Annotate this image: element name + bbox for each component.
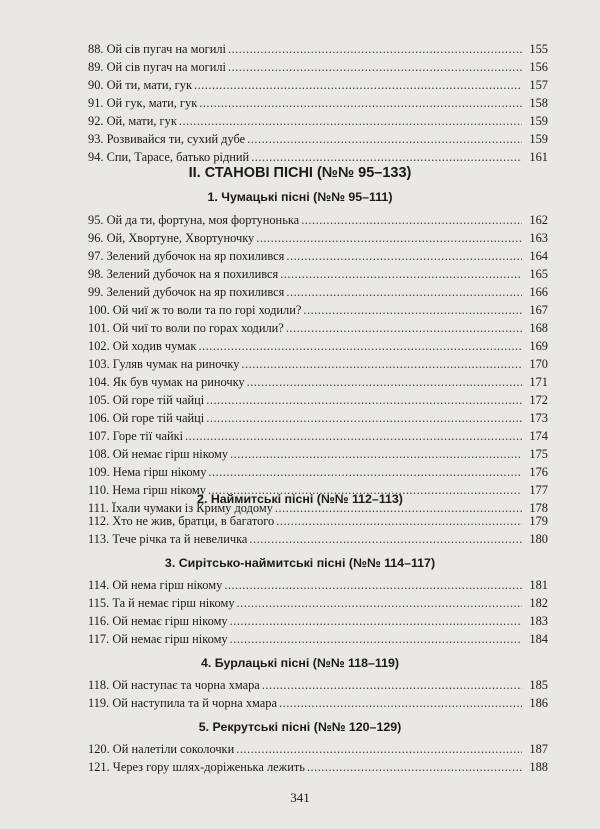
dot-leader	[247, 130, 522, 148]
toc-section-rekrut	[88, 740, 548, 776]
dot-leader	[185, 427, 522, 445]
toc-entry	[88, 211, 548, 229]
dot-leader	[303, 301, 522, 319]
toc-entry	[88, 445, 548, 463]
dot-leader	[241, 355, 522, 373]
dot-leader	[230, 630, 522, 648]
dot-leader	[208, 463, 522, 481]
toc-entry-page: 173	[529, 411, 548, 425]
toc-entry-title: 91. Ой гук, мати, гук	[88, 96, 198, 110]
toc-entry-page: 177	[529, 483, 548, 497]
toc-entry-title: 114. Ой нема гірш нікому	[88, 578, 223, 592]
toc-entry-page: 178	[529, 501, 548, 515]
dot-leader	[286, 247, 522, 265]
dot-leader	[237, 594, 522, 612]
toc-entry-title: 119. Ой наступила та й чорна хмара	[88, 696, 278, 710]
toc-entry-page: 174	[529, 429, 548, 443]
toc-entry-title: 94. Спи, Тарасе, батько рідний	[88, 150, 250, 164]
dot-leader	[247, 373, 522, 391]
toc-entry	[88, 576, 548, 594]
toc-entry-page: 165	[529, 267, 548, 281]
toc-entry-title: 105. Ой горе тій чайці	[88, 393, 205, 407]
toc-entry	[88, 391, 548, 409]
dot-leader	[206, 409, 522, 427]
toc-entry	[88, 265, 548, 283]
toc-entry	[88, 612, 548, 630]
toc-entry-page: 164	[529, 249, 548, 263]
toc-entry	[88, 463, 548, 481]
toc-entry	[88, 676, 548, 694]
toc-entry-title: 104. Як був чумак на риночку	[88, 375, 245, 389]
toc-section-burlak	[88, 676, 548, 712]
toc-entry-title: 89. Ой сів пугач на могилі	[88, 60, 226, 74]
toc-entry-page: 183	[529, 614, 548, 628]
dot-leader	[279, 694, 522, 712]
section-heading-chumak: 1. Чумацькі пісні (№№ 95–111)	[207, 190, 393, 204]
toc-entry-title: 116. Ой немає гірш нікому	[88, 614, 228, 628]
toc-entry-page: 159	[529, 132, 548, 146]
toc-entry	[88, 694, 548, 712]
toc-entry	[88, 373, 548, 391]
part-heading: II. СТАНОВІ ПІСНІ (№№ 95–133)	[188, 165, 412, 181]
toc-entry-page: 188	[529, 760, 548, 774]
toc-entry-page: 176	[529, 465, 548, 479]
toc-entry	[88, 130, 548, 148]
toc-entry	[88, 148, 548, 166]
toc-top-list	[88, 40, 548, 166]
toc-entry-page: 163	[529, 231, 548, 245]
toc-entry	[88, 758, 548, 776]
toc-entry-title: 93. Розвивайся ти, сухий дубе	[88, 132, 246, 146]
toc-entry-title: 107. Горе тії чайкі	[88, 429, 184, 443]
dot-leader	[228, 40, 522, 58]
toc-entry	[88, 301, 548, 319]
toc-entry-page: 180	[529, 532, 548, 546]
toc-entry-title: 101. Ой чиї то воли по горах ходили?	[88, 321, 284, 335]
dot-leader	[286, 283, 522, 301]
section-heading-rekrut: 5. Рекрутські пісні (№№ 120–129)	[198, 720, 402, 734]
toc-entry-title: 113. Тече річка та й невеличка	[88, 532, 248, 546]
dot-leader	[276, 512, 522, 530]
toc-entry-page: 166	[529, 285, 548, 299]
toc-entry-title: 115. Та й немає гірш нікому	[88, 596, 235, 610]
toc-section-chumak	[88, 211, 548, 517]
dot-leader	[280, 265, 522, 283]
toc-entry-title: 98. Зелений дубочок на я похилився	[88, 267, 279, 281]
dot-leader	[236, 740, 522, 758]
toc-entry-title: 97. Зелений дубочок на яр похилився	[88, 249, 285, 263]
toc-entry-page: 158	[529, 96, 548, 110]
toc-entry-page: 161	[529, 150, 548, 164]
toc-entry	[88, 112, 548, 130]
dot-leader	[194, 76, 522, 94]
toc-entry-page: 159	[529, 114, 548, 128]
toc-entry-page: 175	[529, 447, 548, 461]
toc-entry-page: 168	[529, 321, 548, 335]
dot-leader	[179, 112, 522, 130]
toc-entry-title: 92. Ой, мати, гук	[88, 114, 177, 128]
dot-leader	[251, 148, 522, 166]
toc-entry-title: 96. Ой, Хвортуне, Хвортуночку	[88, 231, 255, 245]
toc-entry	[88, 40, 548, 58]
toc-entry-title: 110. Нема гірш нікому	[88, 483, 206, 497]
toc-entry	[88, 630, 548, 648]
toc-entry	[88, 409, 548, 427]
toc-entry-title: 90. Ой ти, мати, гук	[88, 78, 192, 92]
toc-entry	[88, 229, 548, 247]
toc-entry-page: 181	[529, 578, 548, 592]
toc-entry-title: 117. Ой немає гірш нікому	[88, 632, 228, 646]
toc-entry-title: 108. Ой немає гірш нікому	[88, 447, 229, 461]
toc-entry-title: 102. Ой ходив чумак	[88, 339, 197, 353]
toc-entry	[88, 427, 548, 445]
dot-leader	[230, 445, 522, 463]
toc-entry	[88, 594, 548, 612]
toc-entry-page: 156	[529, 60, 548, 74]
toc-section-syrit	[88, 576, 548, 648]
toc-section-naimyt	[88, 512, 548, 548]
dot-leader	[286, 319, 522, 337]
toc-entry-title: 112. Хто не жив, братци, в багатого	[88, 514, 275, 528]
page-number: 341	[290, 790, 310, 805]
toc-entry	[88, 337, 548, 355]
toc-entry-title: 100. Ой чиї ж то воли та по горі ходили?	[88, 303, 302, 317]
toc-entry-page: 182	[529, 596, 548, 610]
toc-entry-page: 186	[529, 696, 548, 710]
toc-entry-page: 169	[529, 339, 548, 353]
toc-entry-title: 95. Ой да ти, фортуна, моя фортунонька	[88, 213, 300, 227]
toc-entry-page: 157	[529, 78, 548, 92]
toc-entry-title: 99. Зелений дубочок на яр похилився	[88, 285, 285, 299]
toc-entry-title: 120. Ой налетіли соколочки	[88, 742, 235, 756]
toc-entry	[88, 58, 548, 76]
toc-entry	[88, 76, 548, 94]
section-heading-syrit: 3. Сирітсько-наймитські пісні (№№ 114–117)	[164, 556, 436, 570]
section-heading-burlak: 4. Бурлацькі пісні (№№ 118–119)	[201, 656, 399, 670]
toc-entry-title: 106. Ой горе тій чайці	[88, 411, 205, 425]
toc-entry	[88, 247, 548, 265]
toc-entry	[88, 530, 548, 548]
dot-leader	[301, 211, 522, 229]
dot-leader	[230, 612, 522, 630]
dot-leader	[199, 94, 522, 112]
toc-entry-title: 111. Їхали чумаки із Криму додому	[88, 501, 273, 515]
dot-leader	[198, 337, 522, 355]
toc-entry-page: 184	[529, 632, 548, 646]
section-heading-naimyt: 2. Наймитські пісні (№№ 112–113)	[197, 492, 403, 506]
toc-entry-page: 162	[529, 213, 548, 227]
toc-entry	[88, 94, 548, 112]
toc-entry	[88, 355, 548, 373]
dot-leader	[206, 391, 522, 409]
toc-entry-title: 118. Ой наступає та чорна хмара	[88, 678, 260, 692]
toc-entry-page: 187	[529, 742, 548, 756]
toc-entry	[88, 283, 548, 301]
toc-entry	[88, 319, 548, 337]
dot-leader	[262, 676, 522, 694]
toc-entry-page: 172	[529, 393, 548, 407]
toc-entry	[88, 740, 548, 758]
dot-leader	[228, 58, 522, 76]
toc-entry-page: 185	[529, 678, 548, 692]
dot-leader	[249, 530, 522, 548]
toc-entry-page: 155	[529, 42, 548, 56]
toc-entry-title: 88. Ой сів пугач на могилі	[88, 42, 226, 56]
toc-entry-page: 179	[529, 514, 548, 528]
toc-entry-page: 170	[529, 357, 548, 371]
dot-leader	[307, 758, 522, 776]
toc-entry-title: 109. Нема гірш нікому	[88, 465, 207, 479]
toc-entry-page: 171	[529, 375, 548, 389]
toc-entry-title: 121. Через гору шлях-доріженька лежить	[88, 760, 305, 774]
dot-leader	[256, 229, 522, 247]
toc-entry-title: 103. Гуляв чумак на риночку	[88, 357, 240, 371]
dot-leader	[224, 576, 522, 594]
toc-entry-page: 167	[529, 303, 548, 317]
toc-entry	[88, 512, 548, 530]
